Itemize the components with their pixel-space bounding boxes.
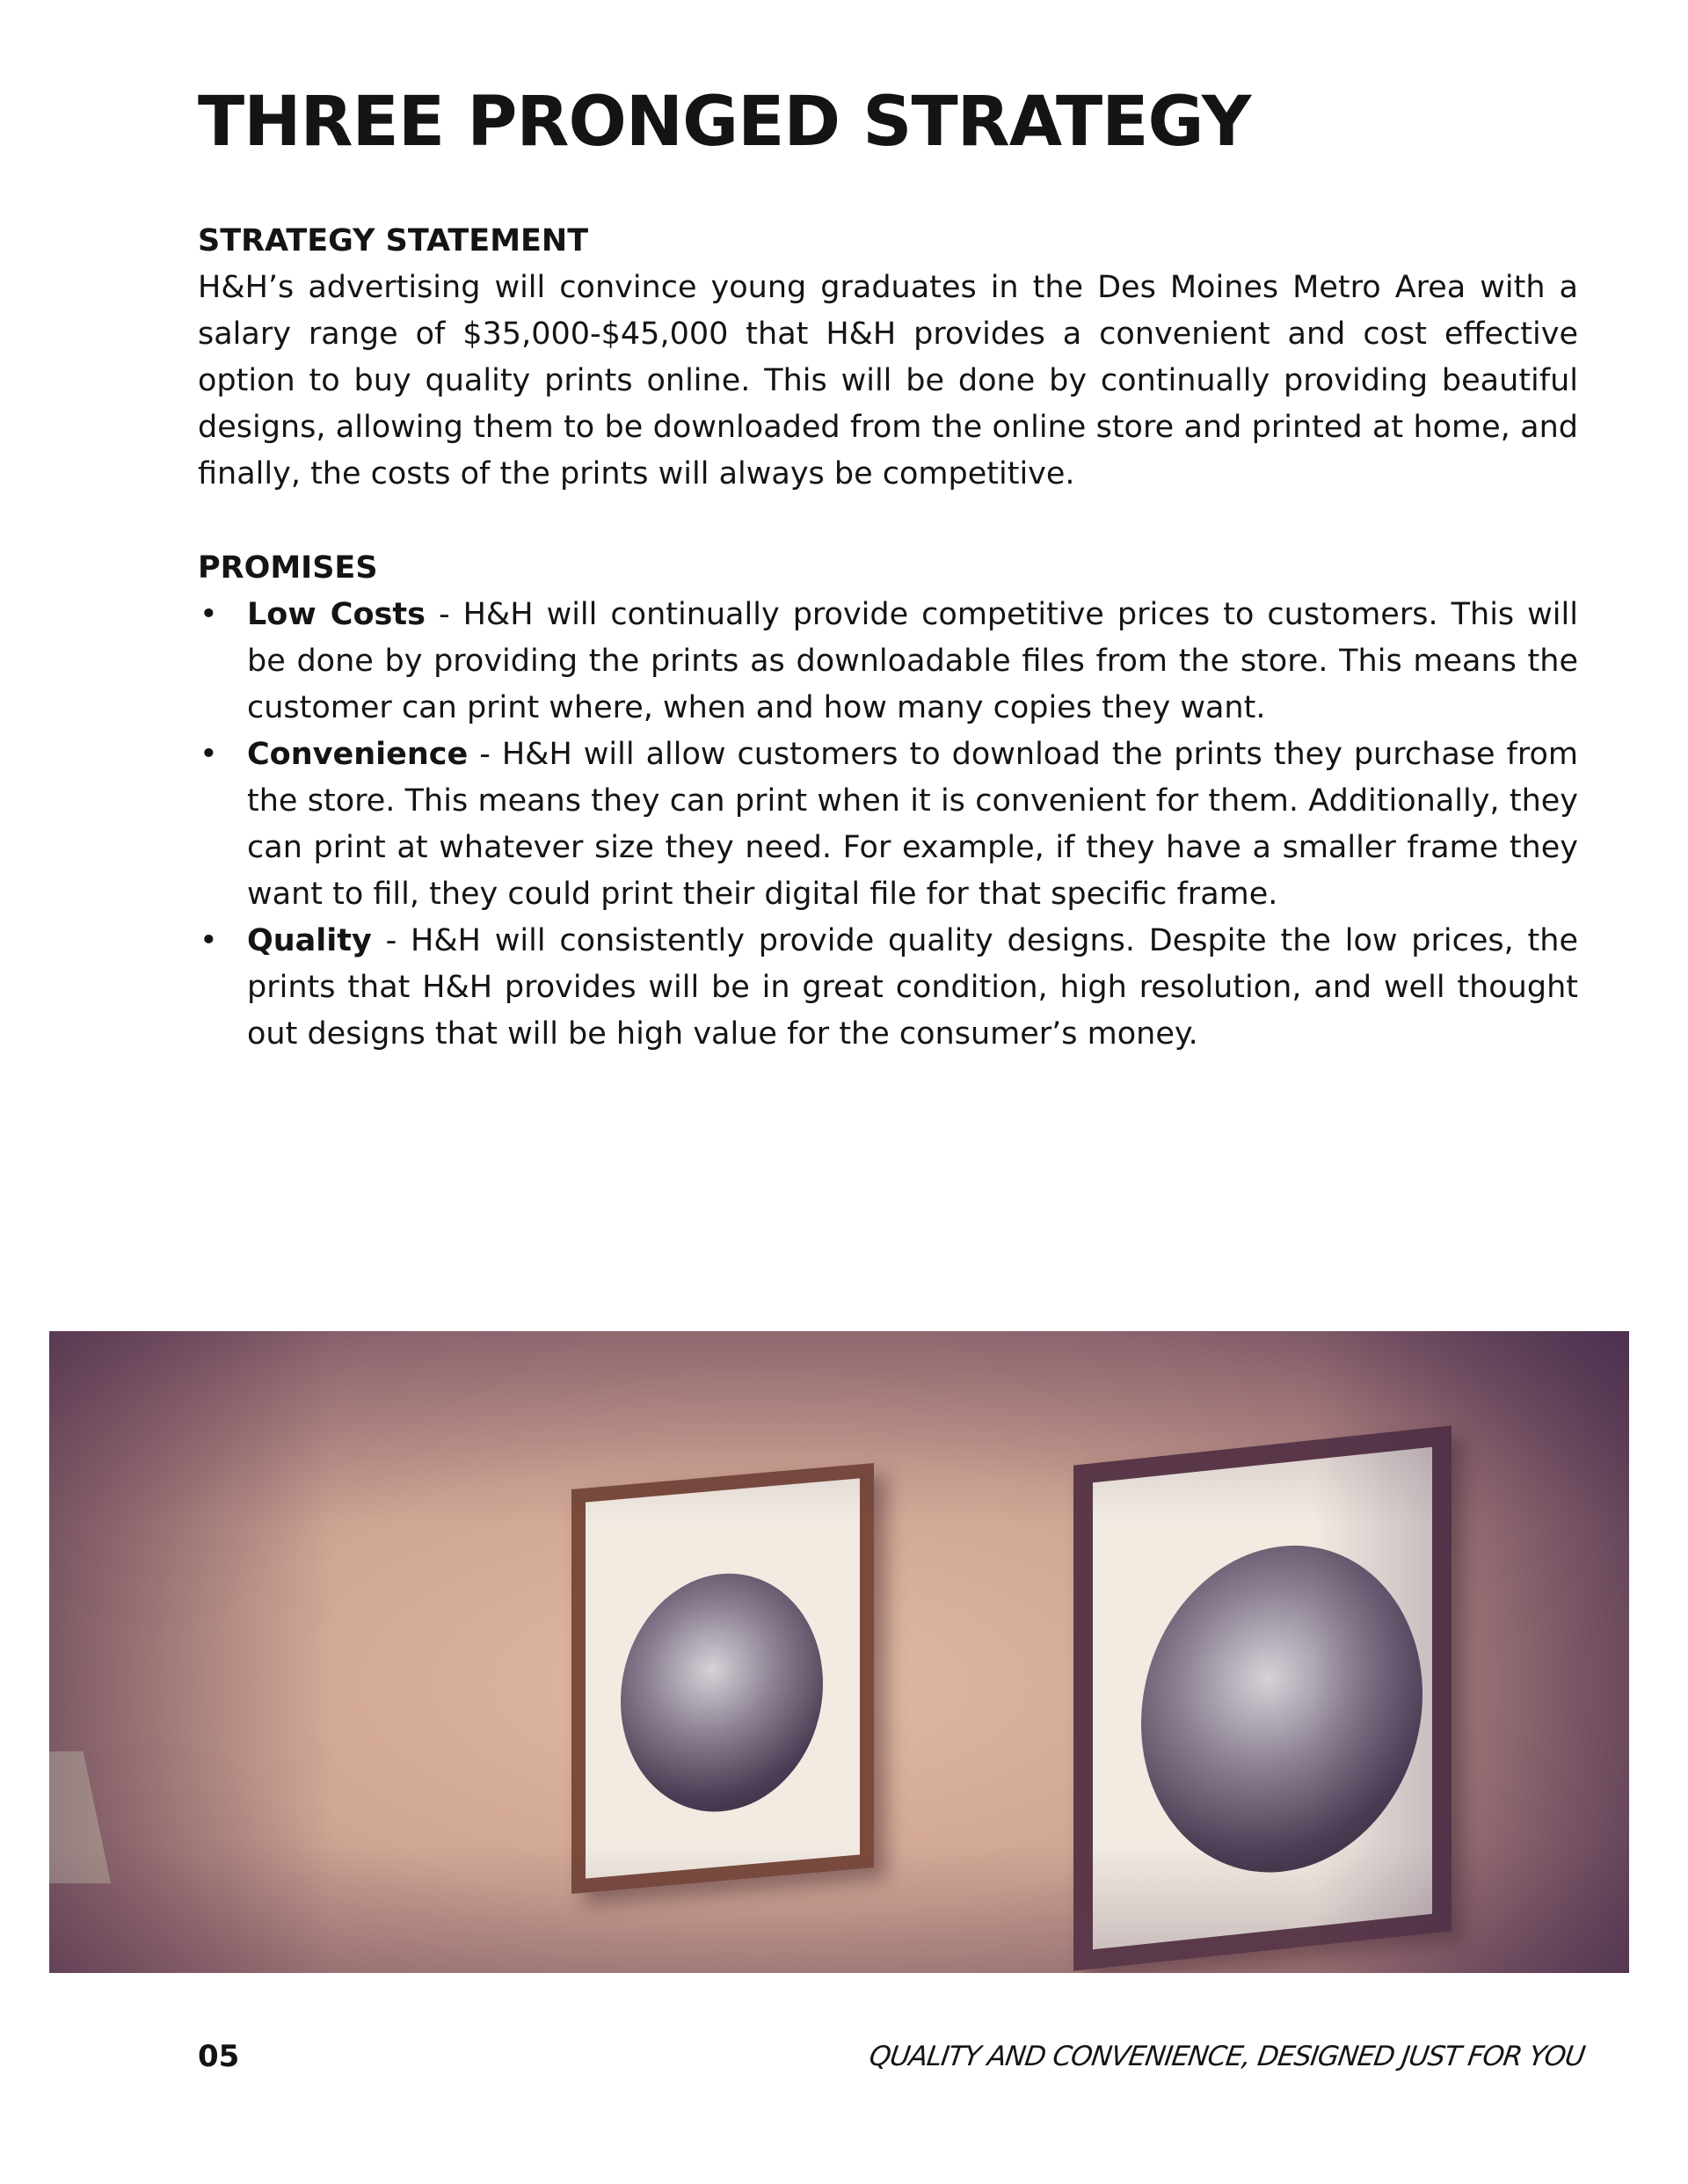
bullet-icon: • — [200, 923, 218, 958]
list-item — [198, 918, 1578, 1058]
bullet-icon: • — [200, 597, 218, 632]
content — [198, 218, 1578, 1058]
strategy-heading: STRATEGY STATEMENT — [198, 223, 589, 258]
promise-text: - H&H will allow customers to download the prints they purchase from the store. This means they can print when it is convenient for them. Additionally, they can print at whatever size they need. For example, if they have a smaller frame they want to fill, they could print their digital file for that specific frame. — [247, 737, 1578, 912]
footer-tagline: QUALITY AND CONVENIENCE, DESIGNED JUST FOR YOU — [867, 2041, 1587, 2072]
section-gap — [198, 498, 1578, 545]
strategy-statement: H&H’s advertising will convince young graduates in the Des Moines Metro Area with a salary range of $35,000-$45,000 that H&H provides a convenient and cost effective option to buy quality prints online. This will be done by continually providing beautiful designs, allowing them to be downloaded from the online store and printed at home, and finally, the costs of the prints will always be competitive. — [198, 270, 1578, 491]
promise-term: Low Costs — [247, 597, 426, 632]
photo-vignette — [49, 1331, 1629, 1973]
promises-heading: PROMISES — [198, 550, 378, 586]
bullet-icon: • — [200, 737, 218, 772]
promise-term: Quality — [247, 923, 372, 958]
list-item — [198, 592, 1578, 732]
list-item — [198, 732, 1578, 918]
page-number: 05 — [198, 2039, 240, 2074]
page-title: THREE PRONGED STRATEGY — [198, 83, 1251, 162]
promise-term: Convenience — [247, 737, 469, 772]
promises-list — [198, 592, 1578, 1058]
framed-prints-photo — [49, 1331, 1629, 1973]
promise-text: - H&H will continually provide competitive prices to customers. This will be done by providing the prints as downloadable files from the store. This means the customer can print where, when and how many copies they want. — [247, 597, 1578, 725]
promise-text: - H&H will consistently provide quality designs. Despite the low prices, the prints that H&H provides will be in great condition, high resolution, and well thought out designs that will be high value for the consumer’s money. — [247, 923, 1578, 1052]
